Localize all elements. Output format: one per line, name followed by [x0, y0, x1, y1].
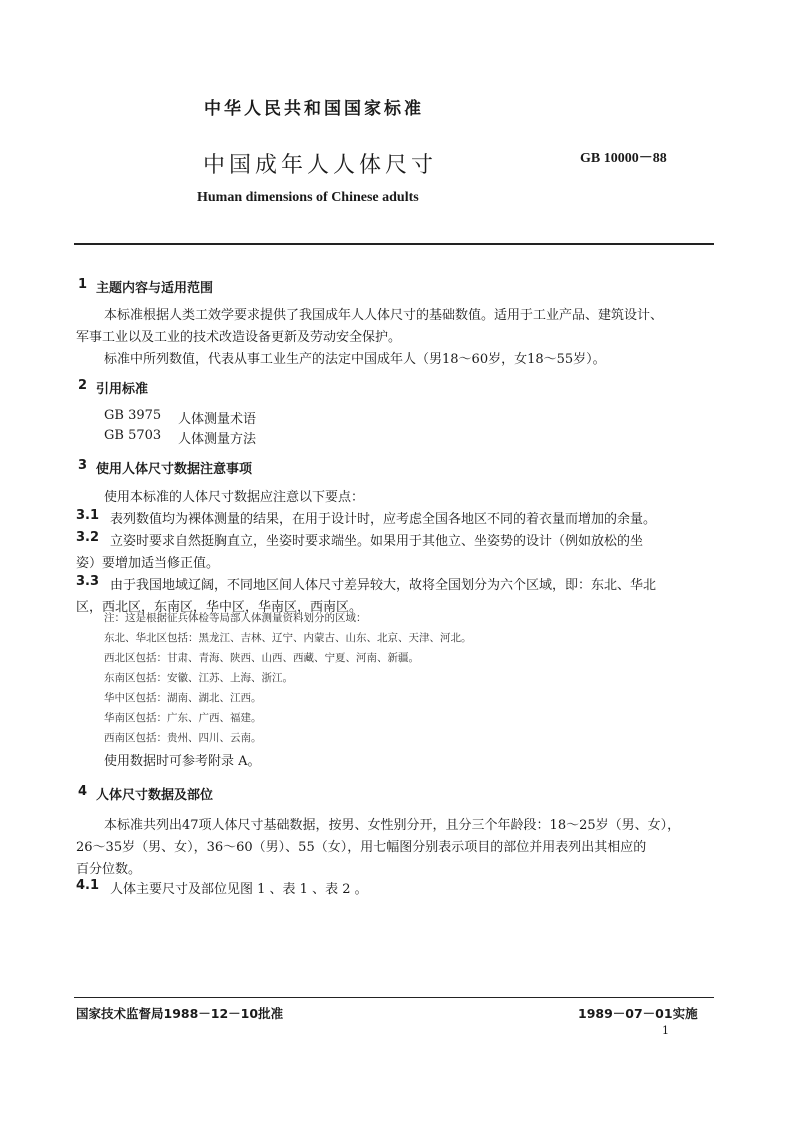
section-3-heading: 使用人体尺寸数据注意事项	[96, 462, 253, 477]
section-4-paragraph-line-3: 百分位数。	[76, 862, 142, 877]
section-1-number: 1	[78, 277, 88, 292]
item-3-3-number: 3.3	[76, 574, 100, 589]
section-3-intro: 使用本标准的人体尺寸数据应注意以下要点：	[104, 490, 365, 505]
region-list-item: 东北、华北区包括：黑龙江、吉林、辽宁、内蒙古、山东、北京、天津、河北。	[104, 632, 472, 644]
item-3-2-line-2: 姿）要增加适当修正值。	[76, 556, 220, 571]
item-3-3-line-2: 区，西北区，东南区，华中区，华南区，西南区。	[76, 600, 363, 615]
reference-title: 人体测量术语	[178, 412, 257, 427]
reference-title: 人体测量方法	[178, 432, 257, 447]
region-list-item: 东南区包括：安徽、江苏、上海、浙江。	[104, 672, 293, 684]
appendix-reference: 使用数据时可参考附录 A。	[104, 754, 261, 769]
standard-code: GB 10000－88	[580, 151, 667, 166]
region-list-item: 华南区包括：广东、广西、福建。	[104, 712, 262, 724]
section-1-paragraph-1-line-1: 本标准根据人类工效学要求提供了我国成年人人体尺寸的基础数值。适用于工业产品、建筑设计、	[104, 308, 664, 323]
section-2-heading: 引用标准	[96, 382, 149, 397]
section-1-paragraph-1-line-2: 军事工业以及工业的技术改造设备更新及劳动安全保护。	[76, 330, 402, 345]
section-1-paragraph-2: 标准中所列数值，代表从事工业生产的法定中国成年人（男18～60岁，女18～55岁）。	[104, 352, 606, 367]
section-4-number: 4	[78, 784, 88, 799]
english-title: Human dimensions of Chinese adults	[197, 190, 419, 205]
section-2-number: 2	[78, 378, 88, 393]
footer-divider	[74, 997, 714, 998]
document-title: 中国成年人人体尺寸	[203, 153, 438, 178]
item-3-2-line-1: 立姿时要求自然挺胸直立，坐姿时要求端坐。如果用于其他立、坐姿势的设计（例如放松的坐	[110, 534, 644, 549]
item-3-1-text: 表列数值均为裸体测量的结果，在用于设计时，应考虑全国各地区不同的着衣量而增加的余量。	[110, 512, 657, 527]
approval-date: 国家技术监督局1988－12－10批准	[76, 1006, 284, 1021]
region-list-item: 华中区包括：湖南、湖北、江西。	[104, 692, 262, 704]
item-4-1-text: 人体主要尺寸及部位见图 1 、表 1 、表 2 。	[110, 882, 368, 897]
page-number: 1	[662, 1024, 669, 1037]
region-note-intro: 注：这是根据征兵体检等局部人体测量资料划分的区域：	[104, 612, 367, 624]
section-4-paragraph-line-1: 本标准共列出47项人体尺寸基础数据，按男、女性别分开，且分三个年龄段：18～25岁（男、女），	[104, 818, 681, 833]
section-4-heading: 人体尺寸数据及部位	[96, 788, 214, 803]
region-list-item: 西南区包括：贵州、四川、云南。	[104, 732, 262, 744]
region-list-item: 西北区包括：甘肃、青海、陕西、山西、西藏、宁夏、河南、新疆。	[104, 652, 419, 664]
reference-code: GB 3975	[104, 408, 162, 423]
item-3-3-line-1: 由于我国地域辽阔，不同地区间人体尺寸差异较大，故将全国划分为六个区域，即：东北、华北	[110, 578, 657, 593]
national-standard-heading: 中华人民共和国国家标准	[204, 99, 424, 119]
effective-date: 1989－07－01实施	[578, 1006, 698, 1021]
section-4-paragraph-line-2: 26～35岁（男、女），36～60（男）、55（女），用七幅图分别表示项目的部位并用表列出其相应的	[76, 840, 647, 855]
item-4-1-number: 4.1	[76, 878, 100, 893]
section-3-number: 3	[78, 458, 88, 473]
header-divider	[74, 243, 714, 245]
item-3-2-number: 3.2	[76, 530, 100, 545]
section-1-heading: 主题内容与适用范围	[96, 281, 214, 296]
reference-code: GB 5703	[104, 428, 162, 443]
item-3-1-number: 3.1	[76, 508, 100, 523]
